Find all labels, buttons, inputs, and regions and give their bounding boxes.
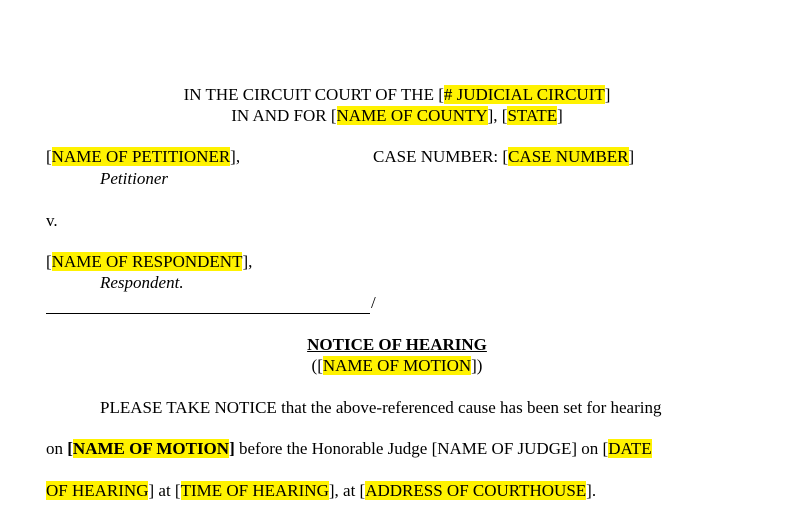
- petitioner-name-placeholder: NAME OF PETITIONER: [51, 147, 231, 166]
- respondent-name-placeholder: NAME OF RESPONDENT: [51, 252, 243, 271]
- county-state-separator: ], [: [487, 106, 508, 125]
- respondent-line: [46, 251, 252, 272]
- body-text: on: [46, 439, 68, 458]
- rule-slash: /: [371, 293, 376, 312]
- court-heading-prefix: IN THE CIRCUIT COURT OF THE [: [183, 85, 444, 104]
- paren-bracket-close: ]): [471, 356, 483, 375]
- petitioner-role: Petitioner: [100, 169, 168, 188]
- bracket-close: ]: [557, 106, 563, 125]
- court-heading-line1: [0, 84, 794, 105]
- body-text: ] at [: [148, 481, 181, 500]
- bracket-open: [: [46, 252, 52, 271]
- hearing-date-placeholder-cont: OF HEARING: [46, 481, 149, 500]
- body-paragraph-line2: [46, 438, 652, 459]
- judicial-circuit-placeholder: # JUDICIAL CIRCUIT: [443, 85, 605, 104]
- petitioner-line: [46, 146, 240, 167]
- bracket-close: ]: [604, 85, 611, 104]
- case-number-label: CASE NUMBER: [: [373, 147, 509, 166]
- versus-text: v.: [46, 211, 58, 230]
- county-prefix: IN AND FOR [: [231, 106, 337, 125]
- paren-bracket-open: ([: [311, 356, 323, 375]
- bracket-open: [: [46, 147, 52, 166]
- courthouse-address-placeholder: ADDRESS OF COURTHOUSE: [365, 481, 587, 500]
- respondent-role: Respondent.: [100, 273, 184, 292]
- body-paragraph-line3: [46, 480, 596, 501]
- motion-name-placeholder: NAME OF MOTION: [72, 439, 230, 458]
- bracket-close: ],: [230, 147, 241, 166]
- case-number-placeholder: CASE NUMBER: [508, 147, 629, 166]
- bracket-close: ]: [229, 439, 235, 458]
- court-heading-line2: [0, 105, 794, 126]
- signature-rule: [46, 313, 370, 314]
- body-text: before the Honorable Judge [NAME OF JUDGE] on [: [234, 439, 609, 458]
- body-text: ], at [: [328, 481, 366, 500]
- notice-motion-line: [0, 355, 794, 376]
- state-placeholder: STATE: [507, 106, 558, 125]
- notice-title: NOTICE OF HEARING: [307, 335, 487, 354]
- hearing-date-placeholder: DATE: [608, 439, 652, 458]
- bracket-close: ]: [628, 147, 635, 166]
- bracket-open: [: [67, 439, 73, 458]
- body-text: ].: [586, 481, 597, 500]
- bracket-close: ],: [242, 252, 253, 271]
- motion-name-placeholder: NAME OF MOTION: [322, 356, 472, 375]
- county-placeholder: NAME OF COUNTY: [336, 106, 488, 125]
- case-number-line: [373, 146, 634, 167]
- hearing-time-placeholder: TIME OF HEARING: [180, 481, 329, 500]
- body-paragraph-line1: PLEASE TAKE NOTICE that the above-referenced cause has been set for hearing: [100, 398, 662, 417]
